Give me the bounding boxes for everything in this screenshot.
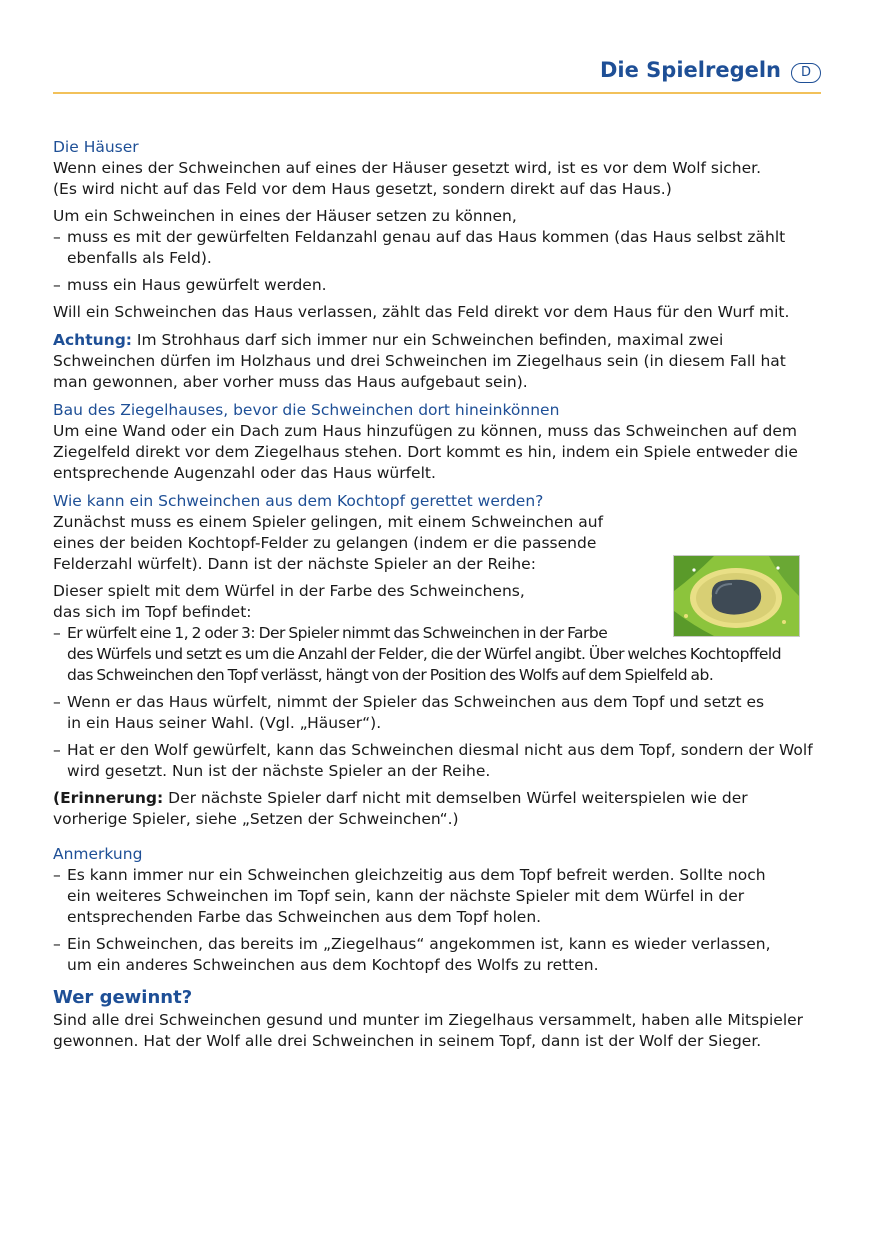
kochtopf-illustration <box>673 555 800 637</box>
paragraph: Um ein Schweinchen in eines der Häuser setzen zu können, <box>53 207 517 225</box>
achtung-note: Achtung: Im Strohhaus darf sich immer nur ein Schweinchen befinden, maximal zwei Schweinchen dürfen im Holzhaus und drei Schweinchen im Ziegelhaus sein (in diesem Fall hat man gewonnen, aber vorher muss das Haus aufgebaut sein). <box>53 331 786 391</box>
paragraph: Um eine Wand oder ein Dach zum Haus hinzufügen zu können, muss das Schweinchen auf dem Ziegelfeld direkt vor dem Ziegelhaus stehen. Dort kommt es hin, indem ein Spiele entweder die entsprechende Augenzahl oder das Haus würfelt. <box>53 422 798 482</box>
kochtopf-field-image <box>674 556 799 636</box>
paragraph: Dieser spielt mit dem Würfel in der Farbe des Schweinchens, das sich im Topf befindet: <box>53 582 525 621</box>
section-heading-kochtopf: Wie kann ein Schweinchen aus dem Kochtopf gerettet werden? <box>53 492 544 510</box>
page-header <box>53 56 821 94</box>
list-item: – Es kann immer nur ein Schweinchen gleichzeitig aus dem Topf befreit werden. Sollte noch ein weiteres Schweinchen im Topf sein, kann der nächste Spieler mit dem Würfel in der entsprechenden Farbe das Schweinchen aus dem Topf holen. <box>53 866 766 926</box>
list-item: – Wenn er das Haus würfelt, nimmt der Spieler das Schweinchen aus dem Topf und setzt es in ein Haus seiner Wahl. (Vgl. „Häuser“). <box>53 693 765 732</box>
language-badge: D <box>791 63 821 83</box>
erinnerung-label: (Erinnerung: <box>53 789 164 807</box>
section-heading-bau: Bau des Ziegelhauses, bevor die Schweinchen dort hineinkönnen <box>53 401 560 419</box>
achtung-label: Achtung: <box>53 331 132 349</box>
section-heading-haeuser: Die Häuser <box>53 138 139 156</box>
paragraph: Will ein Schweinchen das Haus verlassen, zählt das Feld direkt vor dem Haus für den Wurf mit. <box>53 303 790 321</box>
page-title: Die Spielregeln <box>599 58 781 82</box>
list-item: – muss es mit der gewürfelten Feldanzahl genau auf das Haus kommen (das Haus selbst zählt ebenfalls als Feld). <box>53 228 786 267</box>
section-heading-anmerkung: Anmerkung <box>53 845 143 863</box>
list-item: – muss ein Haus gewürfelt werden. <box>53 276 327 294</box>
list-item: – Hat er den Wolf gewürfelt, kann das Schweinchen diesmal nicht aus dem Topf, sondern der Wolf wird gesetzt. Nun ist der nächste Spieler an der Reihe. <box>53 741 813 780</box>
paragraph: Zunächst muss es einem Spieler gelingen, mit einem Schweinchen auf eines der beiden Kochtopf-Felder zu gelangen (indem er die passende Felderzahl würfelt). Dann ist der nächste Spieler an der Reihe: <box>53 513 604 573</box>
paragraph: Wenn eines der Schweinchen auf eines der Häuser gesetzt wird, ist es vor dem Wolf sicher. (Es wird nicht auf das Feld vor dem Haus gesetzt, sondern direkt auf das Haus.) <box>53 159 762 198</box>
paragraph: Sind alle drei Schweinchen gesund und munter im Ziegelhaus versammelt, haben alle Mitspieler gewonnen. Hat der Wolf alle drei Schweinchen in seinem Topf, dann ist der Wolf der Sieger. <box>53 1011 804 1050</box>
section-heading-gewinnt: Wer gewinnt? <box>53 987 193 1008</box>
list-item: – Ein Schweinchen, das bereits im „Ziegelhaus“ angekommen ist, kann es wieder verlassen, um ein anderes Schweinchen aus dem Kochtopf des Wolfs zu retten. <box>53 935 771 974</box>
erinnerung-note: (Erinnerung: Der nächste Spieler darf nicht mit demselben Würfel weiterspielen wie der vorherige Spieler, siehe „Setzen der Schweinchen“.) <box>53 789 748 828</box>
list-item: – Er würfelt eine 1, 2 oder 3: Der Spieler nimmt das Schweinchen in der Farbe des Würfels und setzt es um die Anzahl der Felder, die der Würfel angibt. Über welches Kochtopffeld das Schweinchen den Topf verlässt, hängt von der Position des Wolfs auf dem Spielfeld ab. <box>53 624 782 684</box>
